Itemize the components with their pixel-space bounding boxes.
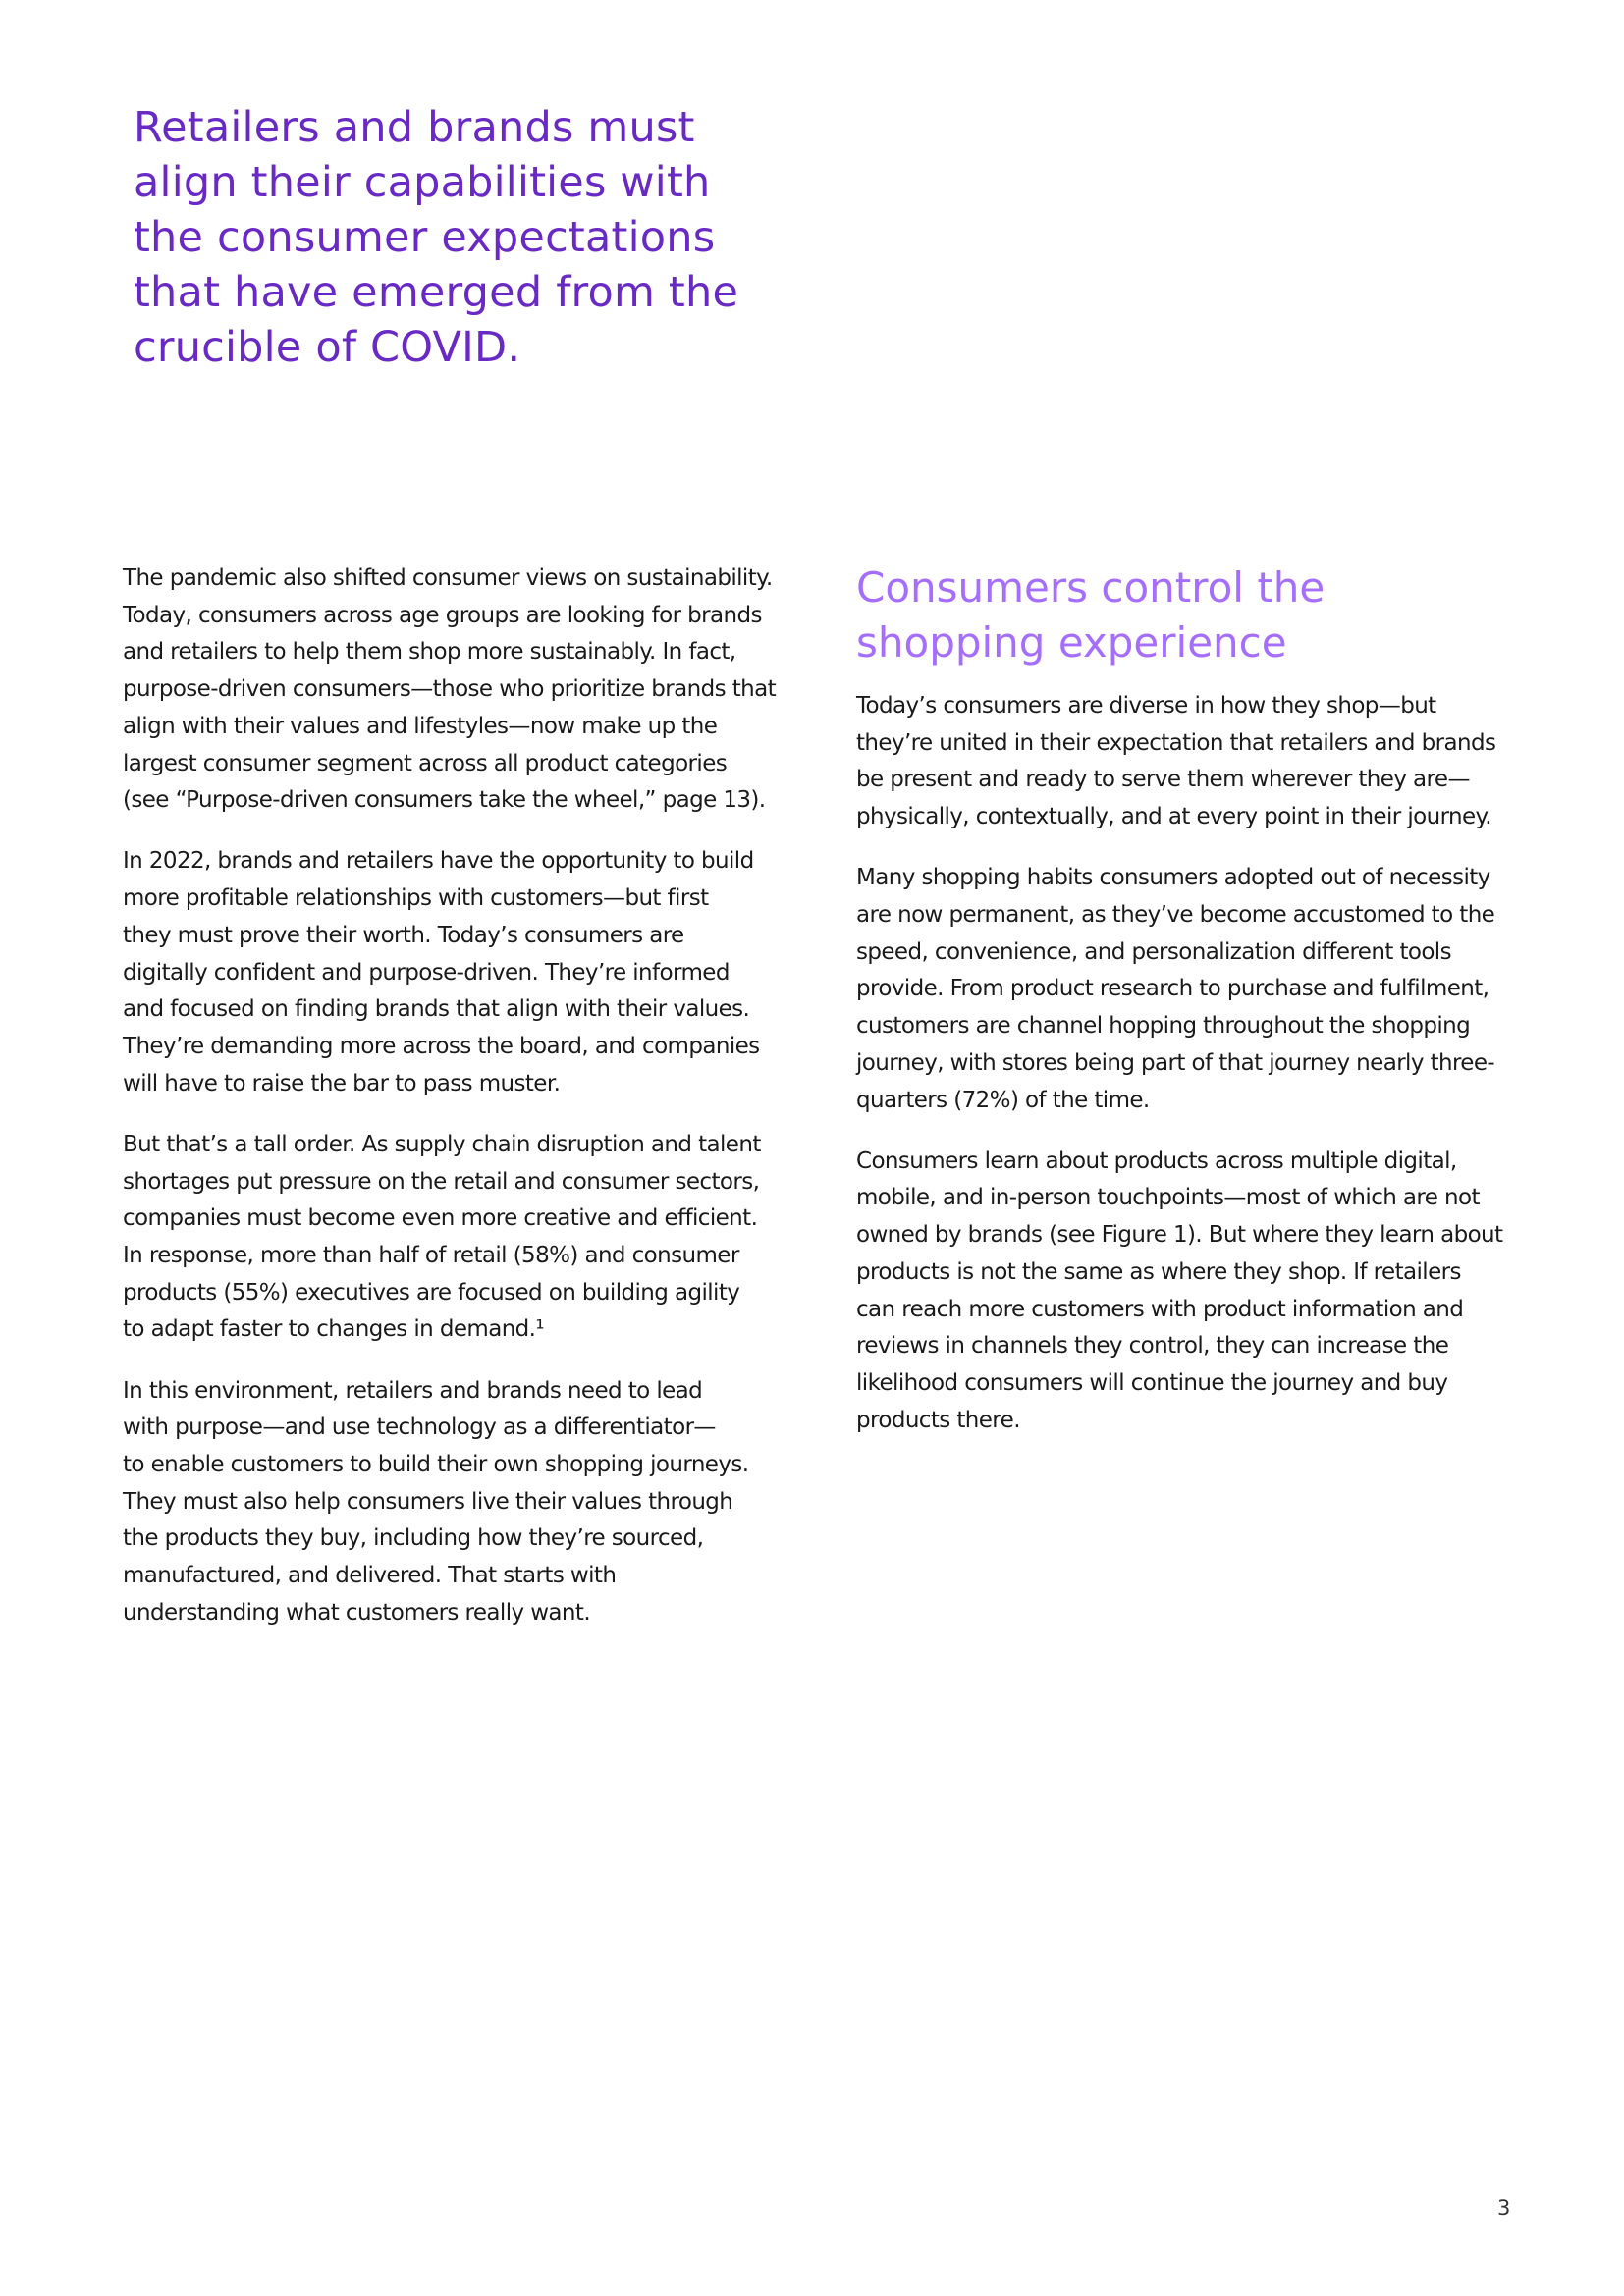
text-line: products (55%) executives are focused on building agility xyxy=(123,1279,740,1306)
text-line: reviews in channels they control, they can increase the xyxy=(856,1333,1449,1360)
paragraph-environment xyxy=(123,1373,800,1632)
section-heading-line: shopping experience xyxy=(856,618,1287,667)
right-column xyxy=(856,561,1524,1464)
text-line: journey, with stores being part of that journey nearly three- xyxy=(856,1049,1495,1076)
text-line: with purpose—and use technology as a differentiator— xyxy=(123,1415,716,1441)
text-line: manufactured, and delivered. That starts with xyxy=(123,1563,617,1589)
text-line: they must prove their worth. Today’s consumers are xyxy=(123,922,684,948)
text-line: to adapt faster to changes in demand.¹ xyxy=(123,1316,545,1343)
text-line: understanding what customers really want. xyxy=(123,1599,591,1626)
text-line: The pandemic also shifted consumer views on sustainability. xyxy=(123,565,773,591)
text-line: products there. xyxy=(856,1407,1020,1433)
text-line: Today’s consumers are diverse in how they shop—but xyxy=(856,693,1436,719)
pull-quote-line: Retailers and brands must xyxy=(134,103,695,152)
text-line: Consumers learn about products across multiple digital, xyxy=(856,1148,1457,1174)
text-line: more profitable relationships with customers—but first xyxy=(123,885,709,912)
paragraph-opportunity xyxy=(123,843,800,1102)
text-line: Many shopping habits consumers adopted out of necessity xyxy=(856,865,1490,891)
text-line: They’re demanding more across the board, and companies xyxy=(123,1033,760,1059)
text-line: largest consumer segment across all product categories xyxy=(123,750,728,776)
text-line: are now permanent, as they’ve become accustomed to the xyxy=(856,902,1495,929)
text-line: companies must become even more creative and efficient. xyxy=(123,1205,758,1232)
paragraph-touchpoints xyxy=(856,1144,1524,1440)
text-line: (see “Purpose-driven consumers take the wheel,” page 13). xyxy=(123,787,766,814)
text-line: provide. From product research to purchase and fulfilment, xyxy=(856,976,1489,1002)
text-line: the products they buy, including how they’re sourced, xyxy=(123,1525,704,1552)
text-line: to enable customers to build their own shopping journeys. xyxy=(123,1451,749,1477)
text-line: owned by brands (see Figure 1). But where they learn about xyxy=(856,1222,1503,1249)
text-line: speed, convenience, and personalization different tools xyxy=(856,938,1451,965)
text-line: they’re united in their expectation that retailers and brands xyxy=(856,729,1496,756)
text-line: can reach more customers with product information and xyxy=(856,1296,1464,1322)
pull-quote xyxy=(134,100,762,375)
text-line: purpose-driven consumers—those who prioritize brands that xyxy=(123,676,776,703)
page-number: 3 xyxy=(1497,2196,1511,2219)
pull-quote-line: align their capabilities with xyxy=(134,158,711,207)
text-line: shortages put pressure on the retail and consumer sectors, xyxy=(123,1168,760,1195)
text-line: But that’s a tall order. As supply chain disruption and talent xyxy=(123,1131,761,1157)
text-line: In this environment, retailers and brands need to lead xyxy=(123,1377,703,1404)
pull-quote-line: that have emerged from the xyxy=(134,268,739,317)
text-line: mobile, and in-person touchpoints—most of which are not xyxy=(856,1185,1480,1211)
paragraph-diverse-shoppers xyxy=(856,688,1524,836)
text-line: will have to raise the bar to pass muster. xyxy=(123,1070,561,1096)
pull-quote-line: crucible of COVID. xyxy=(134,323,521,372)
section-heading xyxy=(856,561,1524,670)
text-line: digitally confident and purpose-driven. They’re informed xyxy=(123,959,730,986)
text-line: In 2022, brands and retailers have the opportunity to build xyxy=(123,848,754,875)
text-line: and retailers to help them shop more sustainably. In fact, xyxy=(123,639,736,666)
left-column xyxy=(123,561,800,1656)
paragraph-sustainability xyxy=(123,561,800,820)
paragraph-shopping-habits xyxy=(856,860,1524,1119)
text-line: be present and ready to serve them wherever they are— xyxy=(856,767,1470,793)
text-line: and focused on finding brands that align with their values. xyxy=(123,996,750,1023)
text-line: physically, contextually, and at every point in their journey. xyxy=(856,804,1491,830)
text-line: likelihood consumers will continue the journey and buy xyxy=(856,1369,1448,1396)
section-heading-line: Consumers control the xyxy=(856,563,1326,612)
paragraph-tall-order xyxy=(123,1127,800,1349)
text-line: customers are channel hopping throughout the shopping xyxy=(856,1013,1471,1040)
text-line: Today, consumers across age groups are looking for brands xyxy=(123,602,762,628)
text-line: They must also help consumers live their values through xyxy=(123,1488,733,1515)
text-line: In response, more than half of retail (58%) and consumer xyxy=(123,1242,739,1268)
pull-quote-line: the consumer expectations xyxy=(134,213,716,262)
text-line: products is not the same as where they shop. If retailers xyxy=(856,1258,1461,1285)
text-line: quarters (72%) of the time. xyxy=(856,1087,1150,1113)
text-line: align with their values and lifestyles—now make up the xyxy=(123,713,718,739)
